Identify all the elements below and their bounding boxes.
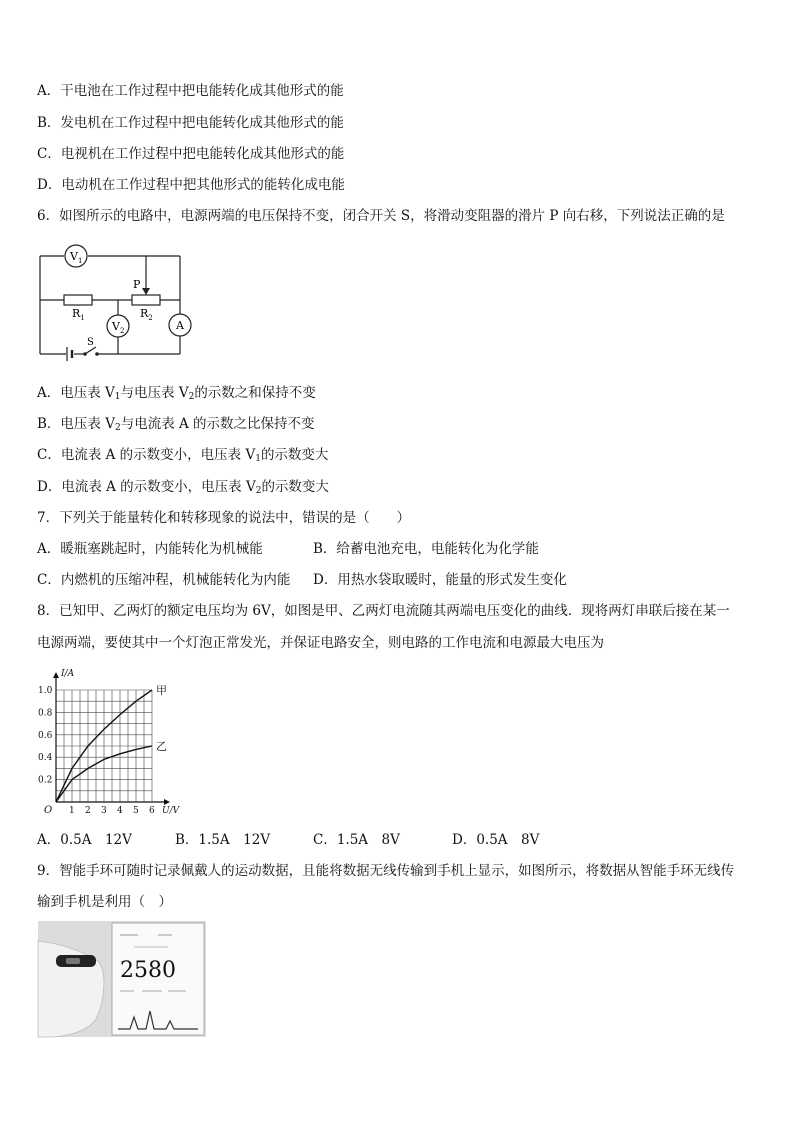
x-tick-label: 3 xyxy=(101,806,107,816)
q9-stem-line1: 9．智能手环可随时记录佩戴人的运动数据，且能将数据无线传输到手机上显示，如图所示，将数据从智能手环无线传 xyxy=(37,863,735,879)
q8-stem-line2: 电源两端，要使其中一个灯泡正常发光，并保证电路安全，则电路的工作电流和电源最大电压为 xyxy=(37,635,604,651)
q8-option-b: B．1.5A 12V xyxy=(175,832,271,848)
x-tick-label: 2 xyxy=(85,806,91,816)
x-tick-label: 4 xyxy=(117,806,123,816)
switch xyxy=(85,347,96,354)
q6-stem: 6．如图所示的电路中，电源两端的电压保持不变，闭合开关 S，将滑动变阻器的滑片 P 向右移，下列说法正确的是 xyxy=(37,208,725,224)
q8-option-c: C．1.5A 8V xyxy=(313,832,400,848)
svg-text:2580: 2580 xyxy=(120,958,176,983)
q9-stem-line2: 输到手机是利用（ ） xyxy=(37,894,172,910)
series-label: 乙 xyxy=(156,740,167,753)
q7-option-b: B．给蓄电池充电，电能转化为化学能 xyxy=(313,541,539,557)
q6-circuit-diagram xyxy=(36,240,196,362)
svg-text:V1: $V_1$ xyxy=(70,250,83,265)
iu-graph xyxy=(36,666,180,818)
svg-text:R1: $R_1$ xyxy=(72,307,85,322)
x-axis-arrow xyxy=(164,799,170,805)
q7-option-a: A．暖瓶塞跳起时，内能转化为机械能 xyxy=(37,541,263,557)
svg-text:A: A xyxy=(176,319,184,332)
q6-option-d: D．电流表 A 的示数变小，电压表 $V_2$的示数变大 xyxy=(37,479,329,496)
svg-text:R2: $R_2$ xyxy=(140,307,153,322)
svg-text:V2: $V_2$ xyxy=(112,320,125,335)
q7-option-c: C．内燃机的压缩冲程，机械能转化为内能 xyxy=(37,572,291,588)
origin-label: O xyxy=(44,805,53,816)
q8-option-a: A．0.5A 12V xyxy=(37,832,132,848)
q5-option-a: A．干电池在工作过程中把电能转化成其他形式的能 xyxy=(37,83,344,99)
q5-option-c: C．电视机在工作过程中把电能转化成其他形式的能 xyxy=(37,146,345,162)
y-tick-label: 0.8 xyxy=(38,708,53,719)
q6-option-b: B．电压表 $V_2$与电流表 A 的示数之比保持不变 xyxy=(37,416,315,433)
x-tick-label: 5 xyxy=(133,806,139,816)
q5-option-b: B．发电机在工作过程中把电能转化成其他形式的能 xyxy=(37,115,344,131)
svg-text:P: P xyxy=(133,278,141,291)
q8-stem-line1: 8．已知甲、乙两灯的额定电压均为 6V，如图是甲、乙两灯电流随其两端电压变化的曲线．现将两灯串联后接在某一 xyxy=(37,603,730,619)
x-axis-label: U/V xyxy=(162,806,180,816)
y-axis-arrow xyxy=(53,672,59,678)
y-tick-label: 0.4 xyxy=(38,753,53,764)
resistor-r1 xyxy=(64,295,92,305)
series-label: 甲 xyxy=(156,684,167,697)
y-tick-label: 0.6 xyxy=(38,730,53,741)
q6-option-c: C．电流表 A 的示数变小，电压表 $V_1$的示数变大 xyxy=(37,447,329,464)
y-axis-label: I/A xyxy=(61,669,75,679)
y-tick-label: 1.0 xyxy=(38,686,53,696)
q6-option-a: A．电压表 $V_1$与电压表 $V_2$的示数之和保持不变 xyxy=(37,385,316,402)
q5-option-d: D．电动机在工作过程中把其他形式的能转化成电能 xyxy=(37,177,345,193)
q7-stem: 7．下列关于能量转化和转移现象的说法中，错误的是（ ） xyxy=(37,510,411,526)
x-tick-label: 6 xyxy=(149,806,155,816)
rheostat-r2 xyxy=(132,295,160,305)
y-tick-label: 0.2 xyxy=(38,775,53,786)
svg-text:S: S xyxy=(87,337,94,348)
q7-option-d: D．用热水袋取暖时，能量的形式发生变化 xyxy=(313,572,567,588)
smart-band-photo xyxy=(38,921,206,1037)
q8-option-d: D．0.5A 8V xyxy=(452,832,540,848)
x-tick-label: 1 xyxy=(69,806,75,816)
